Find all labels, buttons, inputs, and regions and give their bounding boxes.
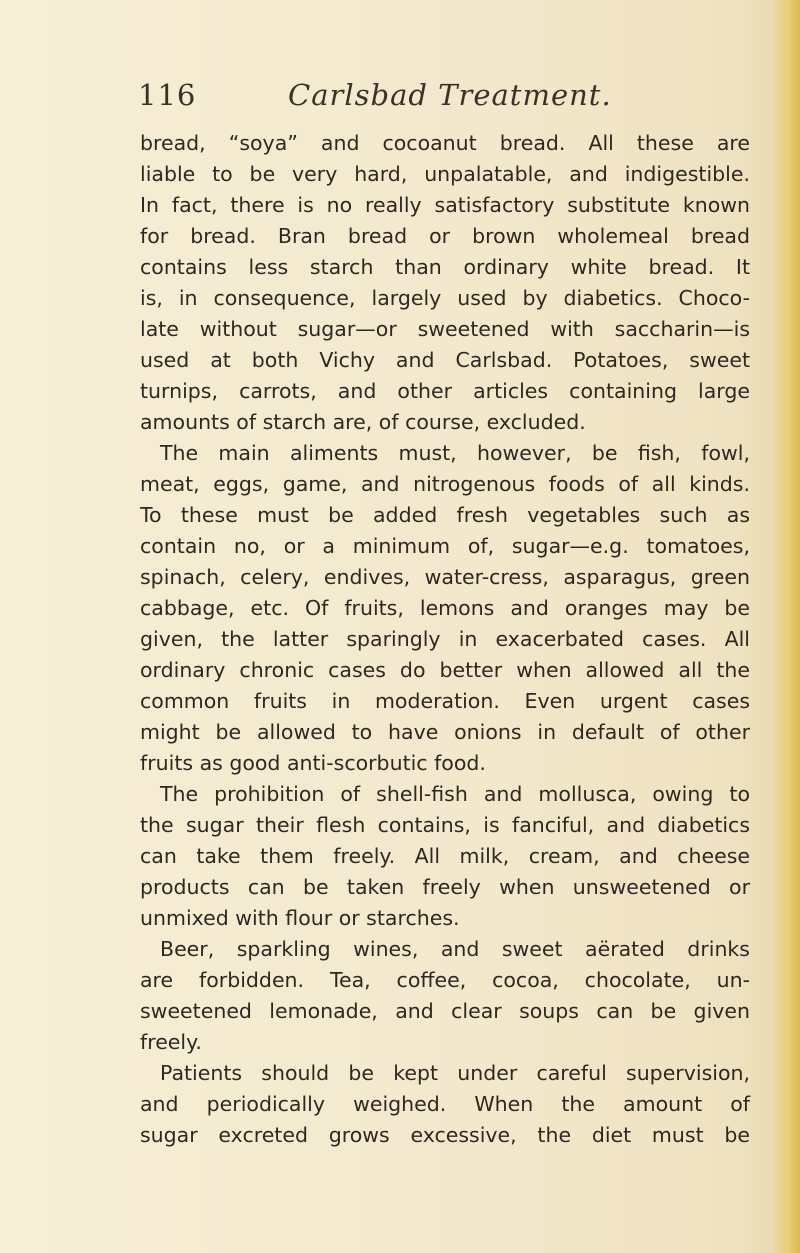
text-line: are forbidden. Tea, coffee, cocoa, chocolate, un-: [140, 968, 750, 992]
text-line: can take them freely. All milk, cream, and cheese: [140, 844, 750, 868]
text-line: meat, eggs, game, and nitrogenous foods of all kinds.: [140, 472, 750, 496]
text-line: sugar excreted grows excessive, the diet must be: [140, 1123, 750, 1147]
text-line: is, in consequence, largely used by diabetics. Choco-: [140, 286, 750, 310]
text-line: bread, “soya” and cocoanut bread. All these are: [140, 131, 750, 155]
text-line: cabbage, etc. Of fruits, lemons and oranges may be: [140, 596, 750, 620]
text-line: To these must be added fresh vegetables such as: [140, 503, 750, 527]
text-line: common fruits in moderation. Even urgent cases: [140, 689, 750, 713]
text-line: contain no, or a minimum of, sugar—e.g. tomatoes,: [140, 534, 750, 558]
text-line: for bread. Bran bread or brown wholemeal bread: [140, 224, 750, 248]
text-line: used at both Vichy and Carlsbad. Potatoes, sweet: [140, 348, 750, 372]
text-line: the sugar their flesh contains, is fanciful, and diabetics: [140, 813, 750, 837]
text-line: and periodically weighed. When the amount of: [140, 1092, 750, 1116]
text-line: ordinary chronic cases do better when allowed all the: [140, 658, 750, 682]
text-line: late without sugar—or sweetened with saccharin—is: [140, 317, 750, 341]
page-number: 116: [138, 78, 197, 112]
page-header: [138, 78, 778, 122]
text-line: freely.: [140, 1030, 202, 1054]
page-edge-shading: [772, 0, 800, 1253]
running-title: Carlsbad Treatment.: [288, 78, 612, 112]
text-line: given, the latter sparingly in exacerbated cases. All: [140, 627, 750, 651]
text-line: sweetened lemonade, and clear soups can be given: [140, 999, 750, 1023]
text-line: The prohibition of shell-fish and mollusca, owing to: [160, 782, 750, 806]
text-line: contains less starch than ordinary white bread. It: [140, 255, 750, 279]
text-line: Patients should be kept under careful supervision,: [160, 1061, 750, 1085]
text-line: amounts of starch are, of course, excluded.: [140, 410, 586, 434]
text-line: liable to be very hard, unpalatable, and indigestible.: [140, 162, 750, 186]
text-line: Beer, sparkling wines, and sweet aërated drinks: [160, 937, 750, 961]
text-line: The main aliments must, however, be fish, fowl,: [160, 441, 750, 465]
text-line: fruits as good anti-scorbutic food.: [140, 751, 486, 775]
text-line: spinach, celery, endives, water-cress, asparagus, green: [140, 565, 750, 589]
text-line: unmixed with flour or starches.: [140, 906, 460, 930]
text-line: turnips, carrots, and other articles containing large: [140, 379, 750, 403]
text-line: might be allowed to have onions in default of other: [140, 720, 750, 744]
text-line: products can be taken freely when unsweetened or: [140, 875, 750, 899]
body-text: [140, 128, 750, 1151]
text-line: In fact, there is no really satisfactory substitute known: [140, 193, 750, 217]
